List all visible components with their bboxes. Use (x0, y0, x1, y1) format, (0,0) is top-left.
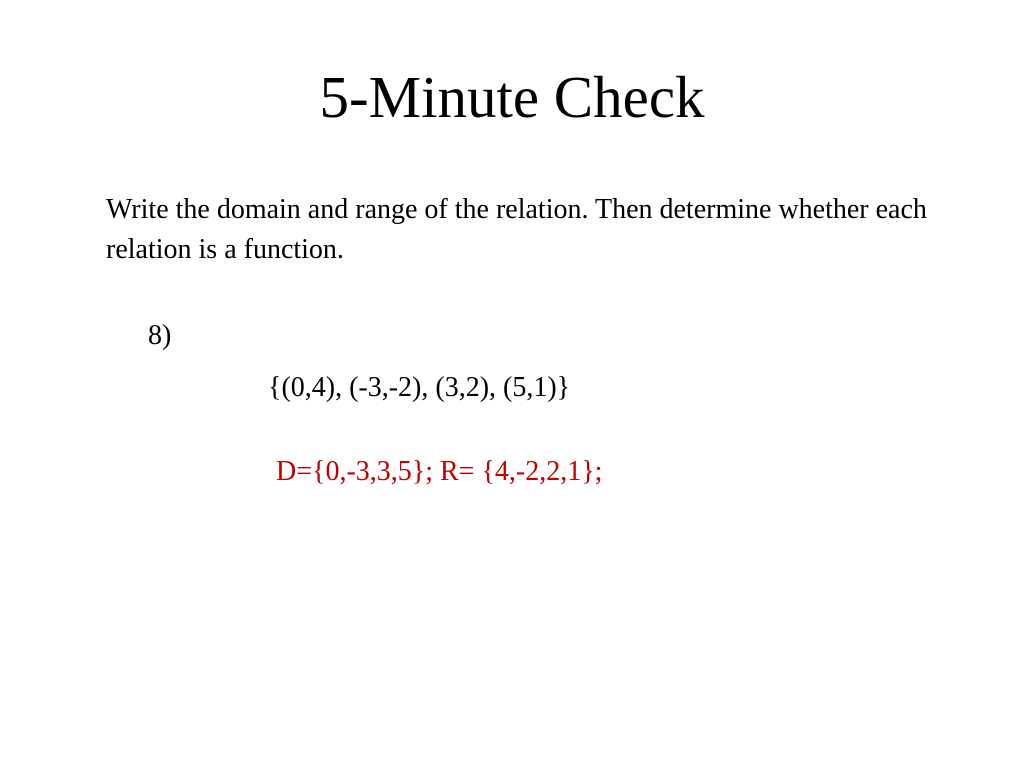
relation-set: {(0,4), (-3,-2), (3,2), (5,1)} (268, 372, 571, 403)
problem-number: 8) (148, 320, 172, 351)
answer-text: D={0,-3,3,5}; R= {4,-2,2,1}; (276, 456, 603, 487)
instructions-text: Write the domain and range of the relation. Then determine whether each relation is a function. (106, 194, 927, 265)
slide-title: 5-Minute Check (319, 64, 705, 130)
